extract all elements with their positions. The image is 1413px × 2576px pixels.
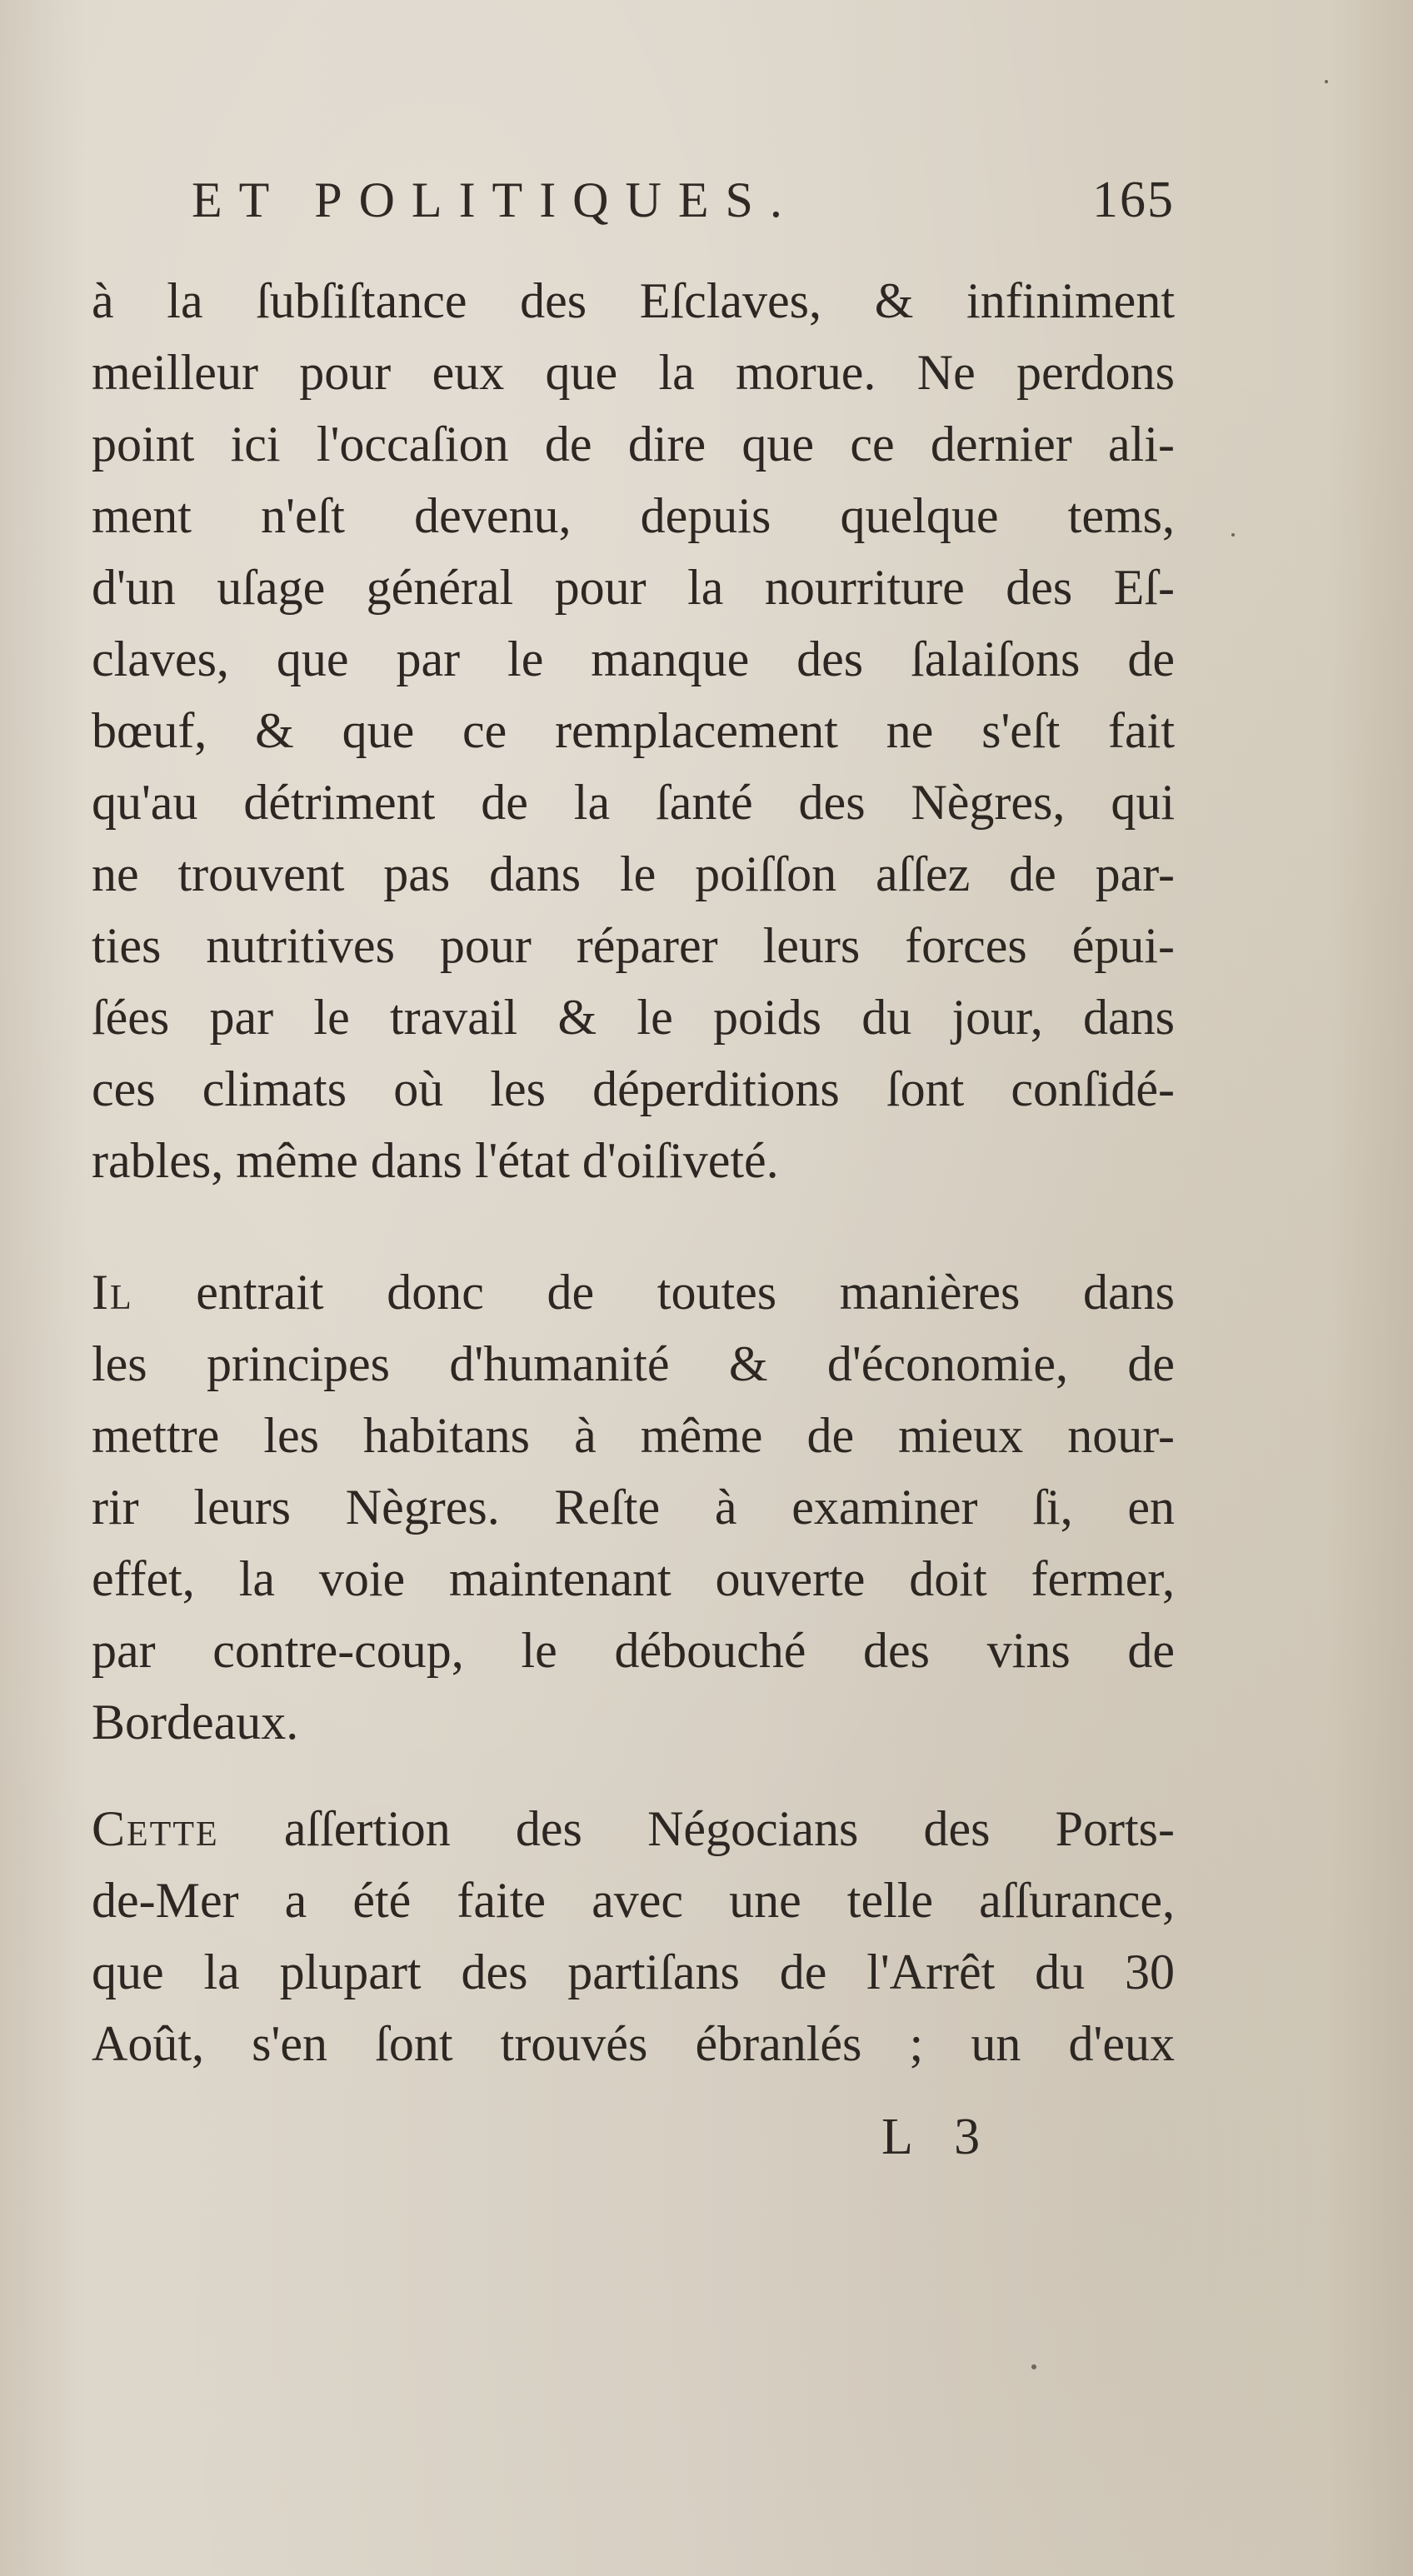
text-line: point ici l'occaſion de dire que ce dernier ali-	[92, 417, 1175, 472]
ink-speck	[1231, 533, 1235, 537]
text-line: Août, s'en ſont trouvés ébranlés ; un d'eux	[92, 2016, 1175, 2071]
text-line-first	[92, 1256, 1175, 1328]
text-line: qu'au détriment de la ſanté des Nègres, qui	[92, 775, 1175, 830]
text-line: effet, la voie maintenant ouverte doit fermer,	[92, 1551, 1175, 1606]
text-line: ment n'eſt devenu, depuis quelque tems,	[92, 488, 1175, 543]
text-line: ſées par le travail & le poids du jour, dans	[92, 990, 1175, 1045]
text-line: les principes d'humanité & d'économie, de	[92, 1336, 1175, 1391]
text-line: Bordeaux.	[92, 1695, 299, 1750]
paragraph-lead-word: Il	[92, 1265, 133, 1320]
paragraph-2	[92, 1256, 1175, 1758]
text-line: claves, que par le manque des ſalaiſons de	[92, 632, 1175, 686]
running-head-title: ET POLITIQUES.	[192, 172, 799, 227]
text-line: que la plupart des partiſans de l'Arrêt du 30	[92, 1944, 1175, 1999]
text-line: meilleur pour eux que la morue. Ne perdons	[92, 345, 1175, 400]
paragraph-lead-word: Cette	[92, 1801, 219, 1856]
text-line: ties nutritives pour réparer leurs forces épui-	[92, 918, 1175, 973]
paragraph-1	[92, 265, 1175, 1196]
text-line: de-Mer a été faite avec une telle aſſurance,	[92, 1873, 1175, 1928]
text-line: mettre les habitans à même de mieux nour-	[92, 1408, 1175, 1463]
text-line-rest: aſſertion des Négocians des Ports-	[218, 1801, 1175, 1856]
text-line: par contre-coup, le débouché des vins de	[92, 1623, 1175, 1678]
text-line: ne trouvent pas dans le poiſſon aſſez de par-	[92, 846, 1175, 901]
text-line: à la ſubſiſtance des Eſclaves, & infiniment	[92, 273, 1175, 328]
signature-mark: L 3	[881, 2109, 996, 2165]
text-line-first	[92, 1793, 1175, 1865]
text-line: ces climats où les déperditions ſont conſidé-	[92, 1061, 1175, 1116]
text-line: d'un uſage général pour la nourriture des Eſ-	[92, 560, 1175, 615]
text-line: rables, même dans l'état d'oiſiveté.	[92, 1133, 779, 1188]
page-number: 165	[1092, 172, 1175, 228]
running-head	[192, 171, 1175, 230]
paragraph-3	[92, 1793, 1175, 2079]
ink-speck	[1031, 2364, 1036, 2369]
text-line: bœuf, & que ce remplacement ne s'eſt fait	[92, 703, 1175, 758]
text-line-rest: entrait donc de toutes manières dans	[132, 1265, 1175, 1320]
text-line: rir leurs Nègres. Reſte à examiner ſi, en	[92, 1480, 1175, 1535]
ink-speck	[1325, 80, 1328, 83]
